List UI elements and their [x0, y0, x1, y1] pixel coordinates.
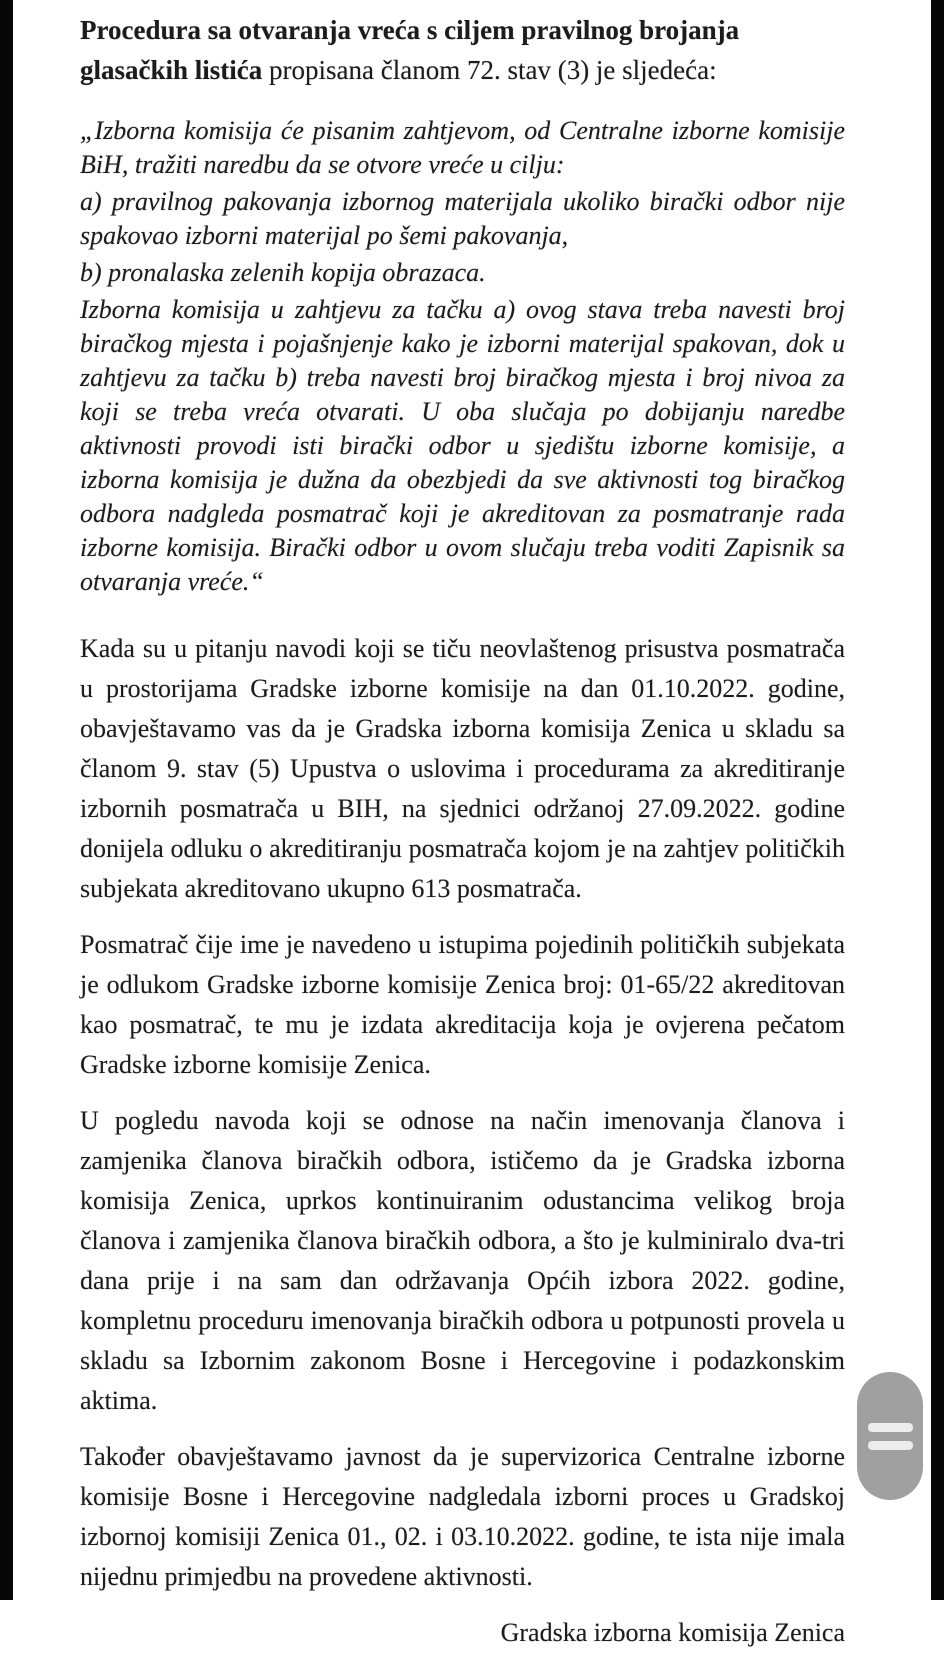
title-bold-text: Procedura sa otvaranja vreća s ciljem pravilnog brojanja glasačkih listića: [80, 15, 740, 85]
quote-closing-paragraph: Izborna komisija u zahtjevu za tačku a) ovog stava treba navesti broj biračkog mjesta i pojašnjenje kako je izborni materijal spakovan, dok u zahtjevu za tačku b) treba navesti broj biračkog mjesta i broj nivoa za koji se treba vreća otvarati. U oba slučaja po dobijanju naredbe aktivnosti provodi isti birački odbor u sjedištu izborne komisije, a izborna komisija je dužna da obezbjedi da sve aktivnosti tog biračkog odbora nadgleda posmatrač koji je akreditovan za posmatranje rada izborne komisija. Birački odbor u ovom slučaju treba voditi Zapisnik sa otvaranja vreće.“: [80, 295, 845, 596]
quote-intro-paragraph: „Izborna komisija će pisanim zahtjevom, od Centralne izborne komisije BiH, tražiti naredbu da se otvore vreće u cilju:: [80, 116, 845, 179]
grip-line-icon: [868, 1441, 913, 1450]
body-paragraph-accreditation: Kada su u pitanju navodi koji se tiču neovlaštenog prisustva posmatrača u prostorijama Gradske izborne komisije na dan 01.10.2022. godine, obavještavamo vas da je Gradska izborna komisija Zenica u skladu sa članom 9. stav (5) Upustva o uslovima i procedurama za akreditiranje izbornih posmatrača u BIH, na sjednici održanoj 27.09.2022. godine donijela odluku o akreditiranju posmatrača kojom je na zahtjev političkih subjekata akreditovano ukupno 613 posmatrača.: [80, 634, 845, 903]
quote-item-b-paragraph: b) pronalaska zelenih kopija obrazaca.: [80, 258, 486, 287]
body-paragraph-appointment: U pogledu navoda koji se odnose na način imenovanja članova i zamjenika članova biračkih odbora, ističemo da je Gradska izborna komisija Zenica, uprkos kontinuiranim odustancima velikog broja članova i zamjenika članova biračkih odbora, a što je kulminiralo dva-tri dana prije i na sam dan održavanja Općih izbora 2022. godine, kompletnu proceduru imenovanja biračkih odbora u potpunosti provela u skladu sa Izbornim zakonom Bosne i Hercegovine i podazkonskim aktima.: [80, 1106, 845, 1415]
right-scan-edge: [931, 0, 944, 1600]
quote-item-a-paragraph: a) pravilnog pakovanja izbornog materijala ukoliko birački odbor nije spakovao izborni materijal po šemi pakovanja,: [80, 187, 845, 250]
scroll-handle[interactable]: [857, 1372, 923, 1500]
document-title: [80, 10, 845, 90]
signature: Gradska izborna komisija Zenica: [500, 1618, 845, 1647]
grip-line-icon: [868, 1423, 913, 1432]
left-scan-edge: [0, 0, 13, 1600]
title-regular-text: propisana članom 72. stav (3) je sljedeća:: [262, 55, 717, 85]
document-page: [13, 0, 931, 1653]
body-paragraph-observer: Posmatrač čije ime je navedeno u istupima pojedinih političkih subjekata je odlukom Gradske izborne komisije Zenica broj: 01-65/22 akreditovan kao posmatrač, te mu je izdata akreditacija koja je ovjerena pečatom Gradske izborne komisije Zenica.: [80, 930, 845, 1079]
body-paragraph-supervisor: Također obavještavamo javnost da je supervizorica Centralne izborne komisije Bosne i Hercegovine nadgledala izborni proces u Gradskoj izbornoj komisiji Zenica 01., 02. i 03.10.2022. godine, te ista nije imala nijednu primjedbu na provedene aktivnosti.: [80, 1442, 845, 1591]
